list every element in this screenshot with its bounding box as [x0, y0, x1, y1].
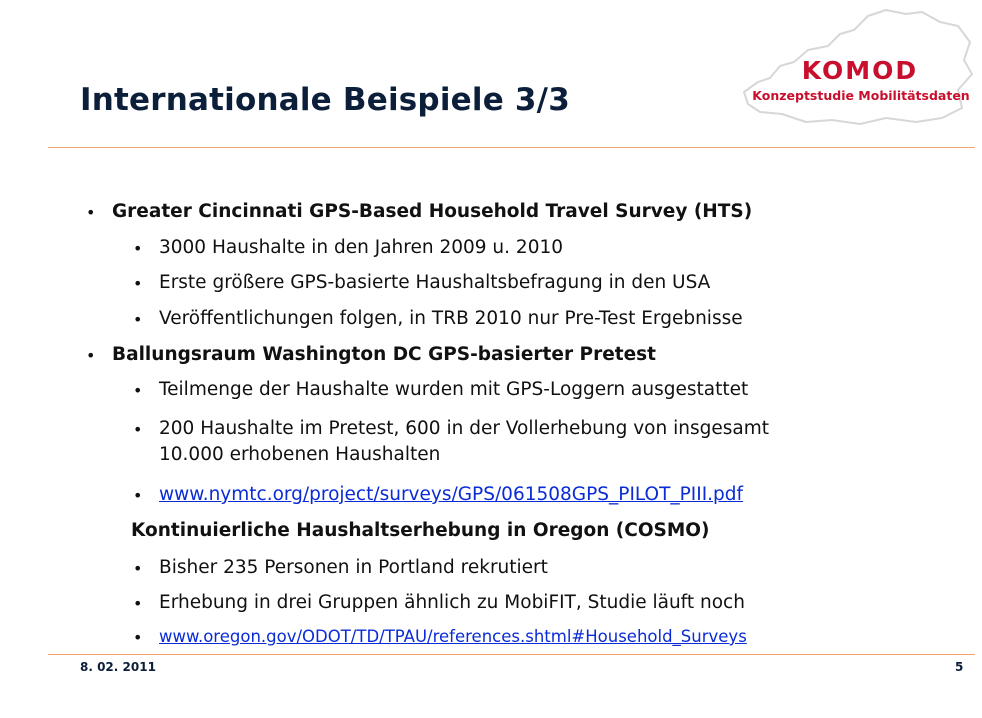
bullet-icon: •	[133, 239, 143, 258]
sub-bullet-text: 200 Haushalte im Pretest, 600 in der Vollerhebung von insgesamt	[159, 418, 769, 439]
oregon-household-surveys-link[interactable]: www.oregon.gov/ODOT/TD/TPAU/references.shtml#Household_Surveys	[159, 627, 747, 646]
bullet-icon: •	[133, 594, 143, 613]
bullet-icon: •	[133, 310, 143, 329]
bullet-icon: •	[133, 559, 143, 578]
footer-date: 8. 02. 2011	[80, 660, 156, 674]
bullet-icon: •	[133, 486, 143, 505]
bullet-icon: •	[86, 203, 96, 222]
slide-title: Internationale Beispiele 3/3	[80, 82, 570, 118]
nymtc-pdf-link[interactable]: www.nymtc.org/project/surveys/GPS/061508GPS_PILOT_PIII.pdf	[159, 484, 744, 505]
sub-bullet-text-continuation: 10.000 erhobenen Haushalten	[159, 444, 441, 465]
sub-bullet-text: Erste größere GPS-basierte Haushaltsbefragung in den USA	[159, 272, 711, 293]
bullet-heading: Ballungsraum Washington DC GPS-basierter Pretest	[112, 344, 656, 365]
bullet-icon: •	[133, 420, 143, 439]
sub-bullet-text: Veröffentlichungen folgen, in TRB 2010 nur Pre-Test Ergebnisse	[159, 308, 743, 329]
bullet-heading: Greater Cincinnati GPS-Based Household Travel Survey (HTS)	[112, 201, 753, 222]
page-number: 5	[955, 660, 964, 674]
bullet-heading: Kontinuierliche Haushaltserhebung in Oregon (COSMO)	[131, 520, 710, 541]
bullet-icon: •	[133, 628, 143, 647]
sub-bullet-text: Bisher 235 Personen in Portland rekrutiert	[159, 557, 548, 578]
logo-wordmark: KOMOD	[801, 56, 919, 85]
sub-bullet-text: Erhebung in drei Gruppen ähnlich zu MobiFIT, Studie läuft noch	[159, 592, 745, 613]
sub-bullet-text: 3000 Haushalte in den Jahren 2009 u. 2010	[159, 237, 564, 258]
bullet-icon: •	[133, 274, 143, 293]
logo-subtitle: Konzeptstudie Mobilitätsdaten	[752, 88, 970, 103]
bullet-icon: •	[133, 381, 143, 400]
sub-bullet-text: Teilmenge der Haushalte wurden mit GPS-Loggern ausgestattet	[159, 379, 749, 400]
bullet-icon: •	[86, 346, 96, 365]
komod-logo	[736, 4, 976, 130]
footer-divider	[48, 654, 975, 655]
title-divider	[48, 147, 975, 148]
